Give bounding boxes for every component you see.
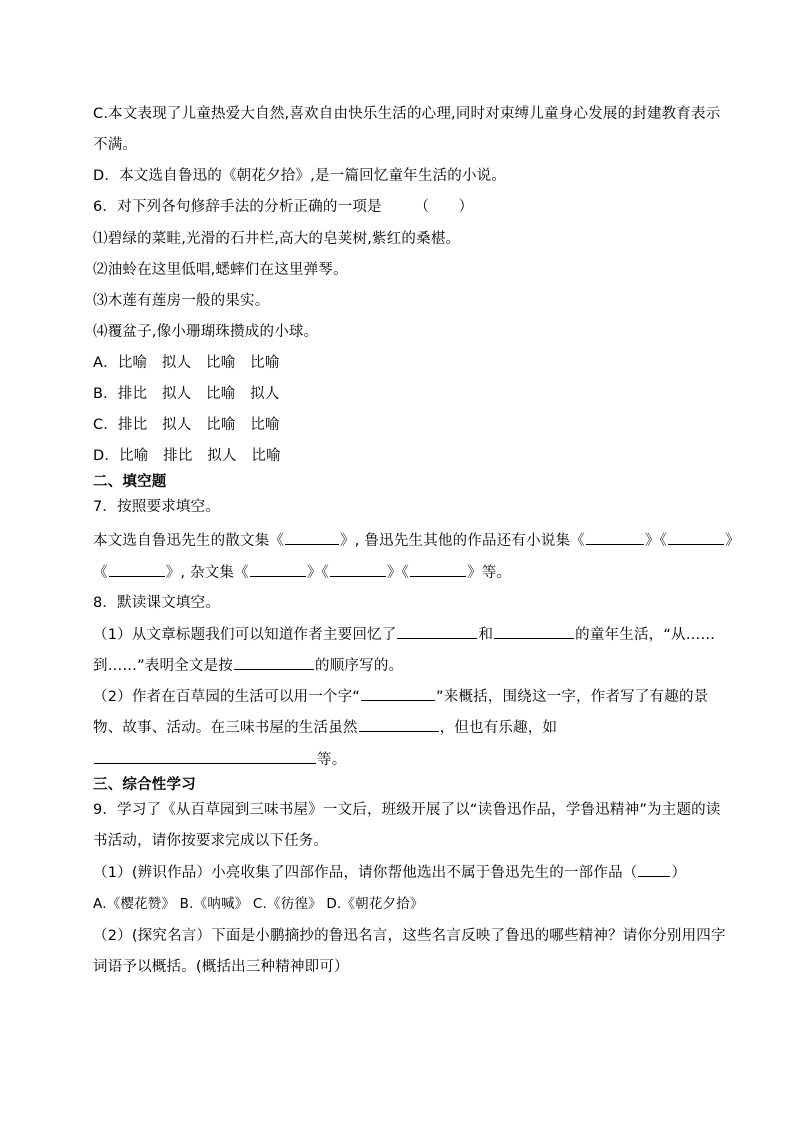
- section-2-title: 二、填空题: [93, 474, 167, 490]
- blank-essay-3[interactable]: [410, 562, 466, 577]
- blank-one-word[interactable]: [361, 686, 435, 701]
- q6-item-4: ⑷覆盆子,像小珊瑚珠攒成的小球。: [93, 324, 319, 340]
- q5-option-d: D．本文选自鲁迅的《朝花夕拾》,是一篇回忆童年生活的小说。: [93, 168, 507, 184]
- q8-part1-line1: [93, 624, 716, 645]
- q8-p1-text-b: 和: [478, 627, 494, 643]
- q9-part2-line1: （2）(探究名言）下面是小鹏摘抄的鲁迅名言，这些名言反映了鲁迅的哪些精神？请你分别用四字: [93, 928, 726, 944]
- q7-line-1: [93, 530, 740, 551]
- q7-text-2: 》, 鲁迅先生其他的作品还有小说集《: [340, 533, 585, 549]
- q9-p1-end: ）: [671, 865, 687, 881]
- q8-part2-line1: [93, 686, 713, 707]
- q5-option-c-line1: C.本文表现了儿童热爱大自然,喜欢自由快乐生活的心理,同时对束缚儿童身心发展的封建教育表示: [93, 106, 721, 122]
- q6-option-b[interactable]: B．排比 拟人 比喻 拟人: [93, 386, 280, 402]
- q9-p1-text: （1）(辨识作品）小亮收集了四部作品，请你帮他选出不属于鲁迅先生的一部作品（: [93, 865, 638, 881]
- q6-option-a[interactable]: A．比喻 拟人 比喻 比喻: [93, 355, 280, 371]
- q8-p2-text-b: ”来概括，围绕这一字，作者写了有趣的景: [436, 689, 709, 705]
- q6-stem: [93, 197, 713, 217]
- q8-p2-text-c: 物、故事、活动。在三味书屋的生活虽然: [93, 720, 358, 736]
- q6-answer-paren[interactable]: （ ）: [414, 199, 474, 215]
- blank-essay-2[interactable]: [330, 562, 386, 577]
- q9-part1: [93, 862, 713, 883]
- q8-p2-text-a: （2）作者在百草园的生活可以用一个字“: [93, 689, 361, 705]
- q8-p1-text-a: （1）从文章标题我们可以知道作者主要回忆了: [93, 627, 397, 643]
- blank-novel-3[interactable]: [109, 562, 165, 577]
- q7-stem: 7．按照要求填空。: [93, 499, 221, 515]
- q8-p2-text-e: 等。: [317, 752, 347, 768]
- q7-text-5: 《: [93, 565, 108, 581]
- q6-item-1: ⑴碧绿的菜畦,光滑的石井栏,高大的皂荚树,紫红的桑椹。: [93, 231, 461, 247]
- blank-non-luxun-work[interactable]: [638, 862, 670, 877]
- q6-item-2: ⑵油蛉在这里低唱,蟋蟀们在这里弹琴。: [93, 262, 348, 278]
- blank-novel-2[interactable]: [668, 530, 724, 545]
- blank-place-2[interactable]: [494, 624, 574, 639]
- section-3-title: 三、综合性学习: [93, 777, 196, 793]
- q7-text-3: 》《: [644, 533, 668, 549]
- q6-stem-text: 6．对下列各句修辞手法的分析正确的一项是: [93, 199, 382, 215]
- q6-option-d[interactable]: D．比喻 排比 拟人 比喻: [93, 448, 281, 464]
- q5-option-c-line2: 不满。: [93, 137, 138, 153]
- q7-text-1: 本文选自鲁迅先生的散文集《: [93, 533, 285, 549]
- blank-prose-collection[interactable]: [285, 530, 339, 545]
- q8-stem: 8．默读课文填空。: [93, 595, 221, 611]
- blank-essay-1[interactable]: [250, 562, 306, 577]
- blank-novel-1[interactable]: [586, 530, 644, 545]
- blank-place-1[interactable]: [397, 624, 477, 639]
- q8-part2-line2: [93, 717, 713, 738]
- q8-part2-line3: [93, 749, 713, 770]
- q8-p1-text-d: 到……”表明全文是按: [93, 658, 234, 674]
- q7-text-9: 》等。: [467, 565, 512, 581]
- blank-order[interactable]: [234, 655, 314, 670]
- q8-p1-text-c: 的童年生活，“从……: [575, 627, 716, 643]
- q6-item-3: ⑶木莲有莲房一般的果实。: [93, 293, 270, 309]
- q9-stem-line1: 9．学习了《从百草园到三味书屋》一文后，班级开展了以“读鲁迅作品，学鲁迅精神”为主题的读: [93, 802, 721, 818]
- q8-p2-text-d: ，但也有乐趣，如: [439, 720, 558, 736]
- q8-part1-line2: [93, 655, 713, 676]
- q9-stem-line2: 书活动，请你按要求完成以下任务。: [93, 833, 329, 849]
- q6-option-c[interactable]: C．排比 拟人 比喻 比喻: [93, 417, 280, 433]
- q8-p1-text-e: 的顺序写的。: [315, 658, 404, 674]
- blank-study-life[interactable]: [359, 717, 439, 732]
- q9-part2-line2: 词语予以概括。(概括出三种精神即可）: [93, 959, 349, 975]
- q7-text-4: 》: [725, 533, 740, 549]
- q7-text-7: 》《: [306, 565, 329, 581]
- q7-line-2: [93, 562, 713, 583]
- q7-text-8: 》《: [386, 565, 410, 581]
- q9-part1-options[interactable]: A.《樱花赞》 B.《呐喊》 C.《彷徨》 D.《朝花夕拾》: [93, 896, 424, 912]
- blank-examples[interactable]: [94, 749, 316, 764]
- q7-text-6: 》, 杂文集《: [165, 565, 249, 581]
